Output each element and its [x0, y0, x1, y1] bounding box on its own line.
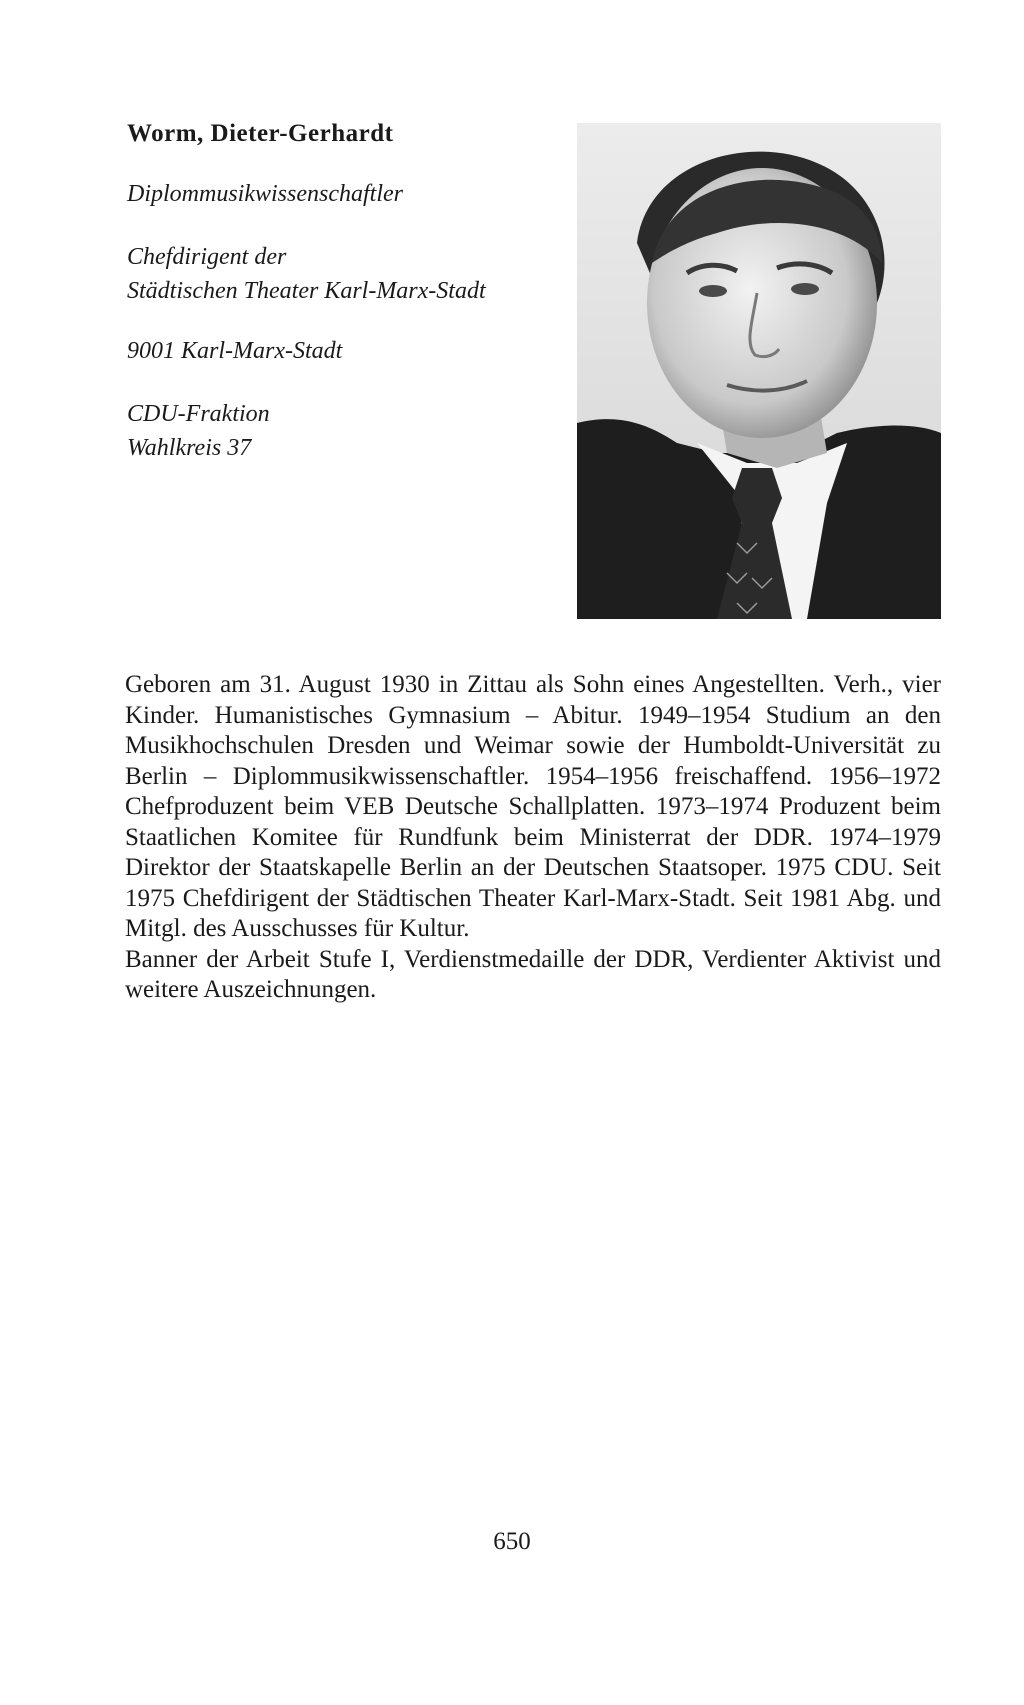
- address: [127, 334, 342, 368]
- profession: [127, 177, 403, 211]
- page-number: 650: [493, 1528, 531, 1555]
- faction: CDU-Fraktion: [127, 401, 270, 427]
- portrait-photo: [577, 123, 941, 619]
- constituency: Wahlkreis 37: [127, 435, 252, 461]
- biography: [125, 670, 941, 1006]
- biography-paragraph-2: Banner der Arbeit Stufe I, Verdienstmedaille der DDR, Verdienter Aktivist und weitere Auszeichnungen.: [125, 945, 941, 1003]
- position-line-1: Chefdirigent der: [127, 244, 287, 270]
- profession-text: Diplommusikwissenschaftler: [127, 181, 403, 207]
- faction-block: [127, 397, 270, 465]
- person-name: Worm, Dieter-Gerhardt: [127, 120, 394, 147]
- address-text: 9001 Karl-Marx-Stadt: [127, 338, 343, 364]
- position-line-2: Städtischen Theater Karl-Marx-Stadt: [127, 278, 486, 304]
- position: [127, 240, 486, 308]
- biography-paragraph-1: Geboren am 31. August 1930 in Zittau als Sohn eines Angestellten. Verh., vier Kinder. Humanistisches Gymnasium – Abitur. 1949–1954 Studium an den Musikhochschulen Dresden und Weimar sowie der Humboldt-Universität zu Berlin – Diplommusikwissenschaftler. 1954–1956 freischaffend. 1956–1972 Chefproduzent beim VEB Deutsche Schallplatten. 1973–1974 Produzent beim Staatlichen Komitee für Rundfunk beim Ministerrat der DDR. 1974–1979 Direktor der Staatskapelle Berlin an der Deutschen Staatsoper. 1975 CDU. Seit 1975 Chefdirigent der Städtischen Theater Karl-Marx-Stadt. Seit 1981 Abg. und Mitgl. des Ausschusses für Kultur.: [125, 671, 941, 942]
